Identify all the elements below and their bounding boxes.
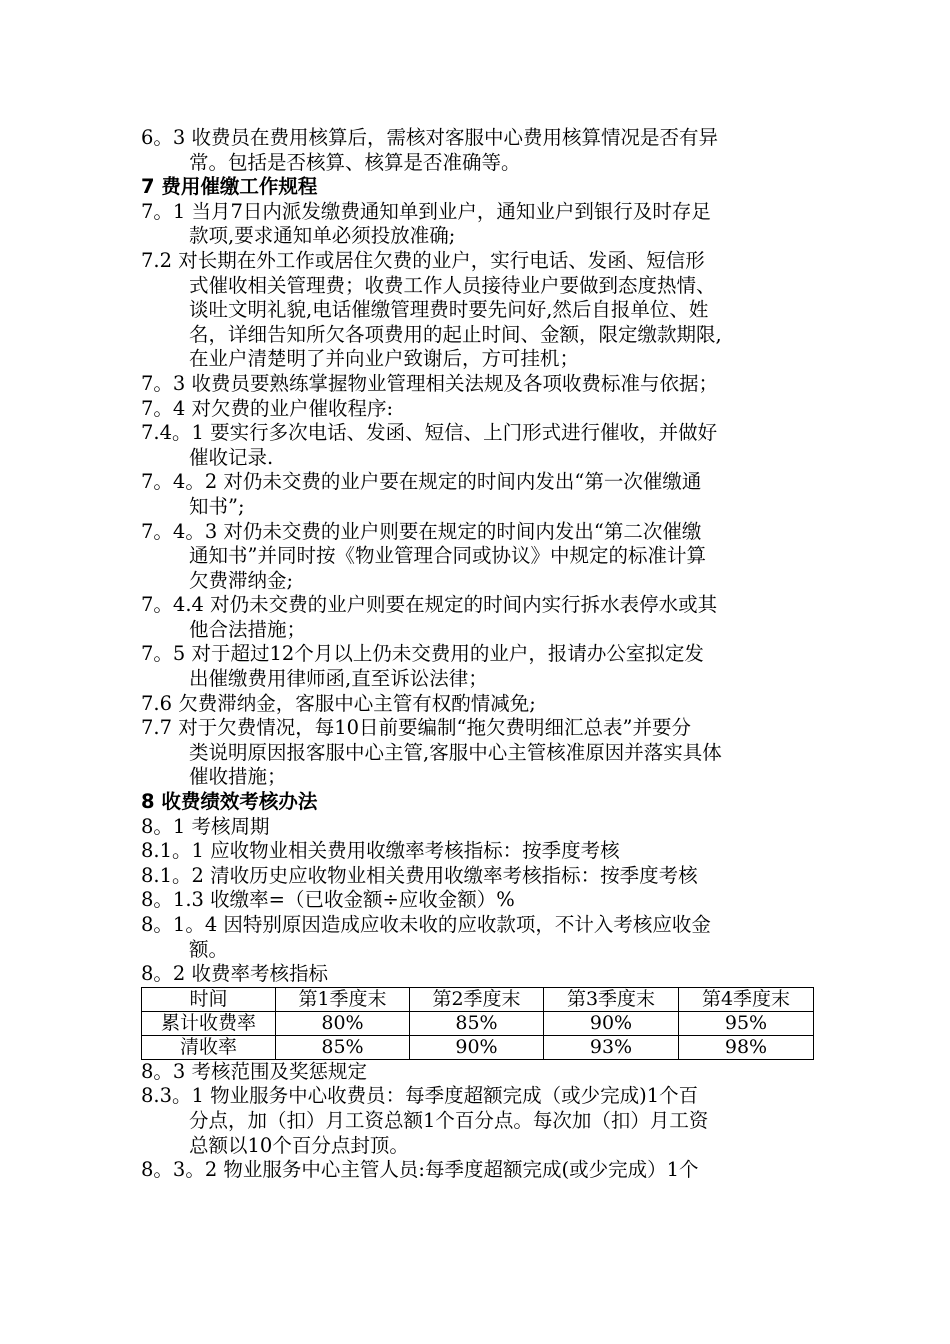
clause-item [141, 962, 813, 987]
clause-text: 催收措施； [189, 765, 287, 789]
clause-text: 要实行多次电话、发函、短信、上门形式进行催收，并做好 [210, 421, 718, 445]
clause-text: 对仍未交费的业户则要在规定的时间内发出“第二次催缴 [223, 519, 702, 543]
clause-text: 物业服务中心主管人员:每季度超额完成(或少完成）1个 [223, 1158, 699, 1182]
clause-text: 对于超过12个月以上仍未交费用的业户，报请办公室拟定发 [191, 642, 704, 666]
clause-number: 7.2 [141, 248, 179, 272]
table-header-cell: 第1季度末 [276, 987, 410, 1011]
clause-number: 6。3 [141, 126, 192, 149]
clause-text: 欠费滞纳金，客服中心主管有权酌情减免; [178, 691, 536, 715]
table-row [142, 1011, 814, 1035]
table-cell: 85% [410, 1011, 544, 1035]
clause-number: 8。3 [141, 1059, 192, 1083]
table-cell: 累计收费率 [142, 1011, 276, 1035]
clause-text: 收费员在费用核算后，需核对客服中心费用核算情况是否有异 [191, 126, 719, 149]
table-header-cell: 第3季度末 [544, 987, 679, 1011]
table-cell: 93% [544, 1035, 679, 1059]
clause-text: 谈吐文明礼貌,电话催缴管理费时要先问好,然后自报单位、姓 [189, 298, 709, 322]
clause-text: 考核周期 [191, 814, 270, 838]
clause-body [141, 888, 813, 913]
clause-body [141, 913, 813, 962]
clause-body [141, 200, 813, 249]
clause-text: 名，详细告知所欠各项费用的起止时间、金额，限定缴款期限, [189, 322, 722, 346]
clause-body [141, 470, 813, 519]
clause-item [141, 421, 813, 470]
clause-text: 类说明原因报客服中心主管,客服中心主管核准原因并落实具体 [189, 740, 722, 764]
table-header-cell: 时间 [142, 987, 276, 1011]
table-header-cell: 第4季度末 [679, 987, 814, 1011]
clause-text: 他合法措施； [189, 617, 307, 641]
clause-number: 7。4.4 [141, 593, 211, 617]
table-cell: 85% [276, 1035, 410, 1059]
clause-text: 考核范围及奖惩规定 [191, 1059, 368, 1083]
clause-text: 通知书”并同时按《物业管理合同或协议》中规定的标准计算 [189, 544, 706, 568]
clause-text: 总额以10个百分点封顶。 [189, 1133, 409, 1157]
clause-item [141, 372, 813, 397]
clause-text: 收缴率=（已收金额÷应收金额）% [210, 888, 515, 912]
clause-number: 7.7 [141, 716, 179, 740]
clause-item [141, 200, 813, 249]
clause-body [141, 839, 813, 864]
clause-text: 对长期在外工作或居住欠费的业户，实行电话、发函、短信形 [178, 248, 705, 272]
clause-item [141, 249, 813, 372]
clause-text: 对仍未交费的业户则要在规定的时间内实行拆水表停水或其 [210, 593, 718, 617]
clause-number: 7.6 [141, 691, 179, 715]
clause-text: 出催缴费用律师函,直至诉讼法律； [189, 667, 488, 691]
clause-item [141, 470, 813, 519]
clause-body [141, 1060, 813, 1085]
clause-body [141, 815, 813, 840]
clause-text: 收费员要熟练掌握物业管理相关法规及各项收费标准与依据； [191, 371, 719, 395]
clause-item [141, 397, 813, 422]
clause-text: 额。 [189, 937, 229, 961]
clause-number: 8。3。2 [141, 1158, 224, 1182]
table-cell: 98% [679, 1035, 814, 1059]
table-cell: 80% [276, 1011, 410, 1035]
section-heading: 7 费用催缴工作规程 [141, 175, 318, 199]
clause-body [141, 864, 813, 889]
clause-body [141, 421, 813, 470]
clauses-section-1 [141, 126, 813, 987]
clause-body [141, 126, 813, 175]
table-cell: 90% [410, 1035, 544, 1059]
clause-text: 应收物业相关费用收缴率考核指标：按季度考核 [210, 839, 620, 863]
clause-number: 8.1。2 [141, 863, 211, 887]
clause-item [141, 642, 813, 691]
clause-body [141, 962, 813, 987]
document-page [141, 126, 813, 1183]
table-header-row [142, 987, 814, 1011]
clause-number: 8.3。1 [141, 1084, 211, 1108]
table-cell: 清收率 [142, 1035, 276, 1059]
clause-text: 款项,要求通知单必须投放准确; [189, 224, 456, 248]
clause-number: 8。1 [141, 814, 192, 838]
clause-item [141, 520, 813, 594]
clause-number: 8。1。4 [141, 913, 224, 936]
clause-text: 当月7日内派发缴费通知单到业户，通知业户到银行及时存足 [191, 199, 711, 223]
clause-body [141, 593, 813, 642]
clause-item [141, 815, 813, 840]
clause-body [141, 1158, 813, 1183]
clause-item [141, 692, 813, 717]
clause-item [141, 839, 813, 864]
clause-item [141, 716, 813, 790]
clause-body [141, 397, 813, 422]
table-row [142, 1035, 814, 1059]
clause-body [141, 716, 813, 790]
clause-text: 对仍未交费的业户要在规定的时间内发出“第一次催缴通 [223, 470, 702, 494]
clause-item [141, 126, 813, 175]
clause-text: 催收记录. [189, 445, 274, 469]
clause-text: 知书”; [189, 494, 245, 518]
table-cell: 90% [544, 1011, 679, 1035]
clause-number: 8.1。1 [141, 839, 211, 863]
clause-number: 7。1 [141, 199, 192, 223]
clause-body [141, 249, 813, 372]
clause-text: 式催收相关管理费；收费工作人员接待业户要做到态度热情、 [189, 273, 716, 297]
table-header-cell: 第2季度末 [410, 987, 544, 1011]
clause-item [141, 593, 813, 642]
clause-text: 因特别原因造成应收未收的应收款项，不计入考核应收金 [223, 913, 711, 936]
clause-item [141, 1060, 813, 1085]
clause-number: 7。4。2 [141, 470, 224, 494]
clause-text: 欠费滞纳金; [189, 568, 294, 592]
clause-body [141, 520, 813, 594]
clause-text: 在业户清楚明了并向业户致谢后，方可挂机； [189, 347, 580, 371]
clause-number: 7。3 [141, 371, 192, 395]
clause-item [141, 1084, 813, 1158]
clause-number: 8。2 [141, 962, 192, 986]
clause-text: 物业服务中心收费员：每季度超额完成（或少完成)1个百 [210, 1084, 699, 1108]
clause-text: 分点，加（扣）月工资总额1个百分点。每次加（扣）月工资 [189, 1108, 709, 1132]
clauses-section-2 [141, 1060, 813, 1183]
clause-body [141, 692, 813, 717]
clause-body [141, 642, 813, 691]
clause-number: 7。4 [141, 396, 192, 420]
clause-text: 收费率考核指标 [191, 962, 329, 986]
clause-body [141, 1084, 813, 1158]
clause-number: 7。4。3 [141, 519, 224, 543]
section-heading: 8 收费绩效考核办法 [141, 790, 318, 814]
clause-text: 对欠费的业户催收程序: [191, 396, 394, 420]
clause-body [141, 372, 813, 397]
clause-text: 常。包括是否核算、核算是否准确等。 [189, 150, 521, 174]
clause-text: 对于欠费情况，每10日前要编制“拖欠费明细汇总表”并要分 [178, 716, 691, 740]
clause-text: 清收历史应收物业相关费用收缴率考核指标：按季度考核 [210, 863, 698, 887]
clause-number: 7.4。1 [141, 421, 211, 445]
clause-item [141, 913, 813, 962]
clause-number: 7。5 [141, 642, 192, 666]
collection-rate-table [141, 987, 814, 1060]
clause-number: 8。1.3 [141, 888, 211, 912]
clause-item [141, 864, 813, 889]
table-cell: 95% [679, 1011, 814, 1035]
clause-item [141, 1158, 813, 1183]
clause-item [141, 888, 813, 913]
